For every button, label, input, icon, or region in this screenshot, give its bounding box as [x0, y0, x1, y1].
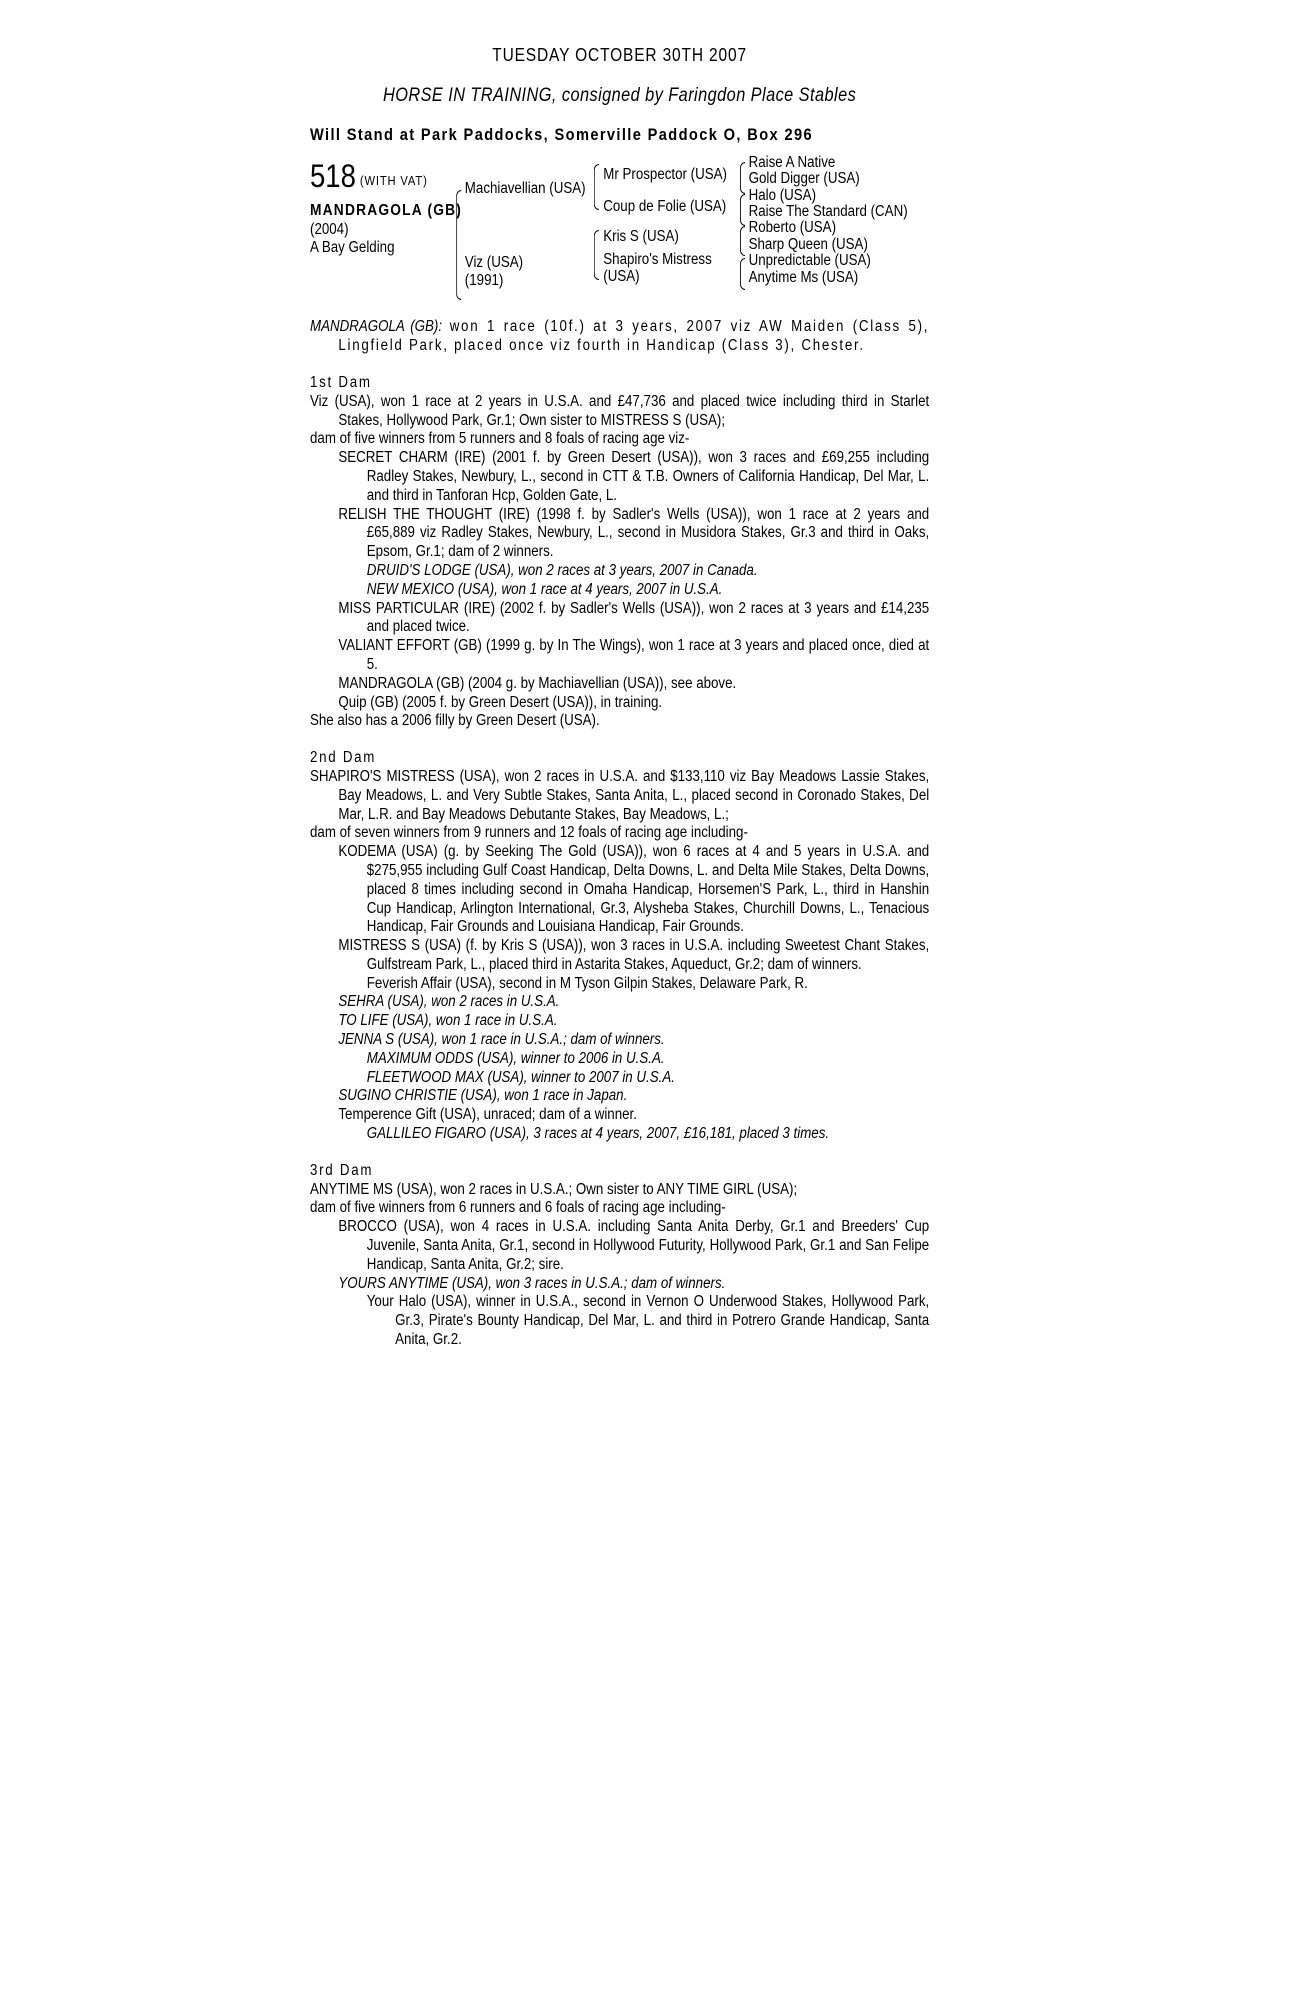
first-dam-heading: 1st Dam — [310, 373, 372, 391]
second-dam-heading: 2nd Dam — [310, 749, 377, 767]
third-dam-heading: 3rd Dam — [310, 1161, 374, 1179]
first-dam-line: Quip (GB) (2005 f. by Green Desert (USA)), in training. — [338, 693, 663, 711]
foaling-year: (2004) — [310, 221, 349, 239]
first-dam-line: dam of five winners from 5 runners and 8 foals of racing age viz- — [310, 430, 690, 448]
second-dam-line: SHAPIRO'S MISTRESS (USA), won 2 races in U.S.A. and $133,110 viz Bay Meadows Lassie Stakes, Bay Meadows, L. and Very Subtle Stakes, Santa Anita, L., placed second in Coronado Stakes, Del Mar, L.R. and Bay Meadows Debutante Stakes, Bay Meadows, L.; — [310, 767, 930, 823]
first-dam-line: SECRET CHARM (IRE) (2001 f. by Green Desert (USA)), won 3 races and £69,255 including Radley Stakes, Newbury, L., second in CTT & T.B. Owners of California Handicap, Del Mar, L. and third in Tanforan Hcp, Golden Gate, L. — [338, 449, 930, 504]
ped-sdd: Raise The Standard (CAN) — [748, 203, 908, 221]
horse-name: MANDRAGOLA (GB) — [310, 202, 463, 220]
ped-dam-dam: Shapiro's Mistress — [603, 251, 712, 269]
second-dam-line: SEHRA (USA), won 2 races in U.S.A. — [338, 993, 560, 1011]
third-dam-line: dam of five winners from 6 runners and 6 foals of racing age including- — [310, 1199, 726, 1217]
brace-3 — [594, 230, 599, 280]
first-dam-line: Viz (USA), won 1 race at 2 years in U.S.A. and £47,736 and placed twice including third in Starlet Stakes, Hollywood Park, Gr.1; Own sister to MISTRESS S (USA); — [310, 392, 930, 429]
first-dam-line: RELISH THE THOUGHT (IRE) (1998 f. by Sadler's Wells (USA)), won 1 race at 2 years and £65,889 viz Radley Stakes, Newbury, L., second in Musidora Stakes, Gr.3 and third in Oaks, Epsom, Gr.1; dam of 2 winners. — [338, 505, 930, 561]
second-dam-line: SUGINO CHRISTIE (USA), won 1 race in Japan. — [338, 1087, 628, 1105]
race-record — [310, 318, 929, 356]
first-dam-line: VALIANT EFFORT (GB) (1999 g. by In The Wings), won 1 race at 3 years and placed once, died at 5. — [338, 637, 930, 673]
second-dam-line: MAXIMUM ODDS (USA), winner to 2006 in U.S.A. — [366, 1049, 665, 1067]
second-dam-line: TO LIFE (USA), won 1 race in U.S.A. — [338, 1012, 558, 1030]
first-dam-line: DRUID'S LODGE (USA), won 2 races at 3 years, 2007 in Canada. — [366, 561, 758, 579]
first-dam-line: She also has a 2006 filly by Green Desert (USA). — [310, 712, 600, 730]
second-dam-line: dam of seven winners from 9 runners and 12 foals of racing age including- — [310, 824, 748, 842]
ped-dam-year: (1991) — [464, 272, 504, 290]
catalogue-page — [310, 40, 929, 1350]
ped-ddd: Anytime Ms (USA) — [748, 269, 859, 287]
third-dam-line: ANYTIME MS (USA), won 2 races in U.S.A.; Own sister to ANY TIME GIRL (USA); — [310, 1180, 798, 1198]
second-dam-line: KODEMA (USA) (g. by Seeking The Gold (USA)), won 6 races at 4 and 5 years in U.S.A. and $275,955 including Gulf Coast Handicap, Delta Downs, L. and Delta Mile Stakes, Delta Downs, placed 8 times including second in Omaha Handicap, Horsemen'S Park, L., third in Hanshin Cup Handicap, Arlington International, Gr.3, Alysheba Stakes, Churchill Downs, L., Tenacious Handicap, Fair Grounds and Louisiana Handicap, Fair Grounds. — [338, 843, 930, 936]
first-dam-line: MANDRAGOLA (GB) (2004 g. by Machiavellian (USA)), see above. — [338, 674, 737, 692]
ped-dss: Roberto (USA) — [748, 219, 837, 237]
first-dam-line: NEW MEXICO (USA), won 1 race at 4 years, 2007 in U.S.A. — [366, 580, 723, 598]
third-dam-line: Your Halo (USA), winner in U.S.A., second in Vernon O Underwood Stakes, Hollywood Park, Gr.3, Pirate's Bounty Handicap, Del Mar, L. and third in Potrero Grande Handicap, Santa Anita, Gr.2. — [366, 1293, 930, 1349]
ped-dam-dam-2: (USA) — [603, 268, 640, 286]
ped-sss: Raise A Native — [748, 154, 836, 172]
brace-2 — [594, 164, 599, 210]
third-dam-line: YOURS ANYTIME (USA), won 3 races in U.S.A.; dam of winners. — [338, 1274, 726, 1292]
second-dam-line: Feverish Affair (USA), second in M Tyson Gilpin Stakes, Delaware Park, R. — [366, 974, 808, 992]
second-dam-line: Temperence Gift (USA), unraced; dam of a winner. — [338, 1106, 637, 1124]
pedigree-block — [310, 154, 929, 318]
ped-sire-dam: Coup de Folie (USA) — [603, 198, 727, 216]
vat-note: (WITH VAT) — [359, 173, 428, 189]
ped-sds: Halo (USA) — [748, 187, 817, 205]
ped-ssd: Gold Digger (USA) — [748, 170, 860, 188]
second-dam-line: GALLILEO FIGARO (USA), 3 races at 4 years, 2007, £16,181, placed 3 times. — [366, 1125, 830, 1143]
ped-dsd: Sharp Queen (USA) — [748, 236, 868, 254]
first-dam-line: MISS PARTICULAR (IRE) (2002 f. by Sadler's Wells (USA)), won 2 races at 3 years and £14,235 and placed twice. — [338, 599, 930, 636]
consignment-line: HORSE IN TRAINING, consigned by Faringdon Place Stables — [382, 84, 857, 106]
race-record-name: MANDRAGOLA (GB): — [310, 318, 443, 336]
ped-dam: Viz (USA) — [464, 254, 524, 272]
brace-7 — [740, 258, 745, 290]
ped-sire: Machiavellian (USA) — [464, 180, 586, 198]
brace-6 — [740, 226, 745, 256]
second-dam-line: JENNA S (USA), won 1 race in U.S.A.; dam of winners. — [338, 1031, 665, 1049]
ped-dam-sire: Kris S (USA) — [603, 228, 679, 246]
brace-1 — [456, 190, 461, 300]
ped-sire-sire: Mr Prospector (USA) — [603, 166, 727, 184]
race-record-text: won 1 race (10f.) at 3 years, 2007 viz AW Maiden (Class 5), Lingfield Park, placed once viz fourth in Handicap (Class 3), Chester. — [338, 318, 930, 355]
horse-description: A Bay Gelding — [310, 239, 395, 257]
sale-date: TUESDAY OCTOBER 30TH 2007 — [492, 45, 747, 65]
stand-location: Will Stand at Park Paddocks, Somerville Paddock O, Box 296 — [310, 124, 814, 144]
second-dam-line: FLEETWOOD MAX (USA), winner to 2007 in U.S.A. — [366, 1068, 675, 1086]
lot-number: 518 — [310, 158, 356, 195]
ped-dds: Unpredictable (USA) — [748, 252, 871, 270]
brace-5 — [740, 194, 745, 226]
third-dam-line: BROCCO (USA), won 4 races in U.S.A. including Santa Anita Derby, Gr.1 and Breeders' Cup Juvenile, Santa Anita, Gr.1, second in Hollywood Futurity, Hollywood Park, Gr.1 and San Felipe Handicap, Santa Anita, Gr.2; sire. — [338, 1218, 930, 1273]
second-dam-line: MISTRESS S (USA) (f. by Kris S (USA)), won 3 races in U.S.A. including Sweetest Chant Stakes, Gulfstream Park, L., placed third in Astarita Stakes, Aqueduct, Gr.2; dam of winners. — [338, 937, 930, 973]
brace-4 — [740, 162, 745, 194]
